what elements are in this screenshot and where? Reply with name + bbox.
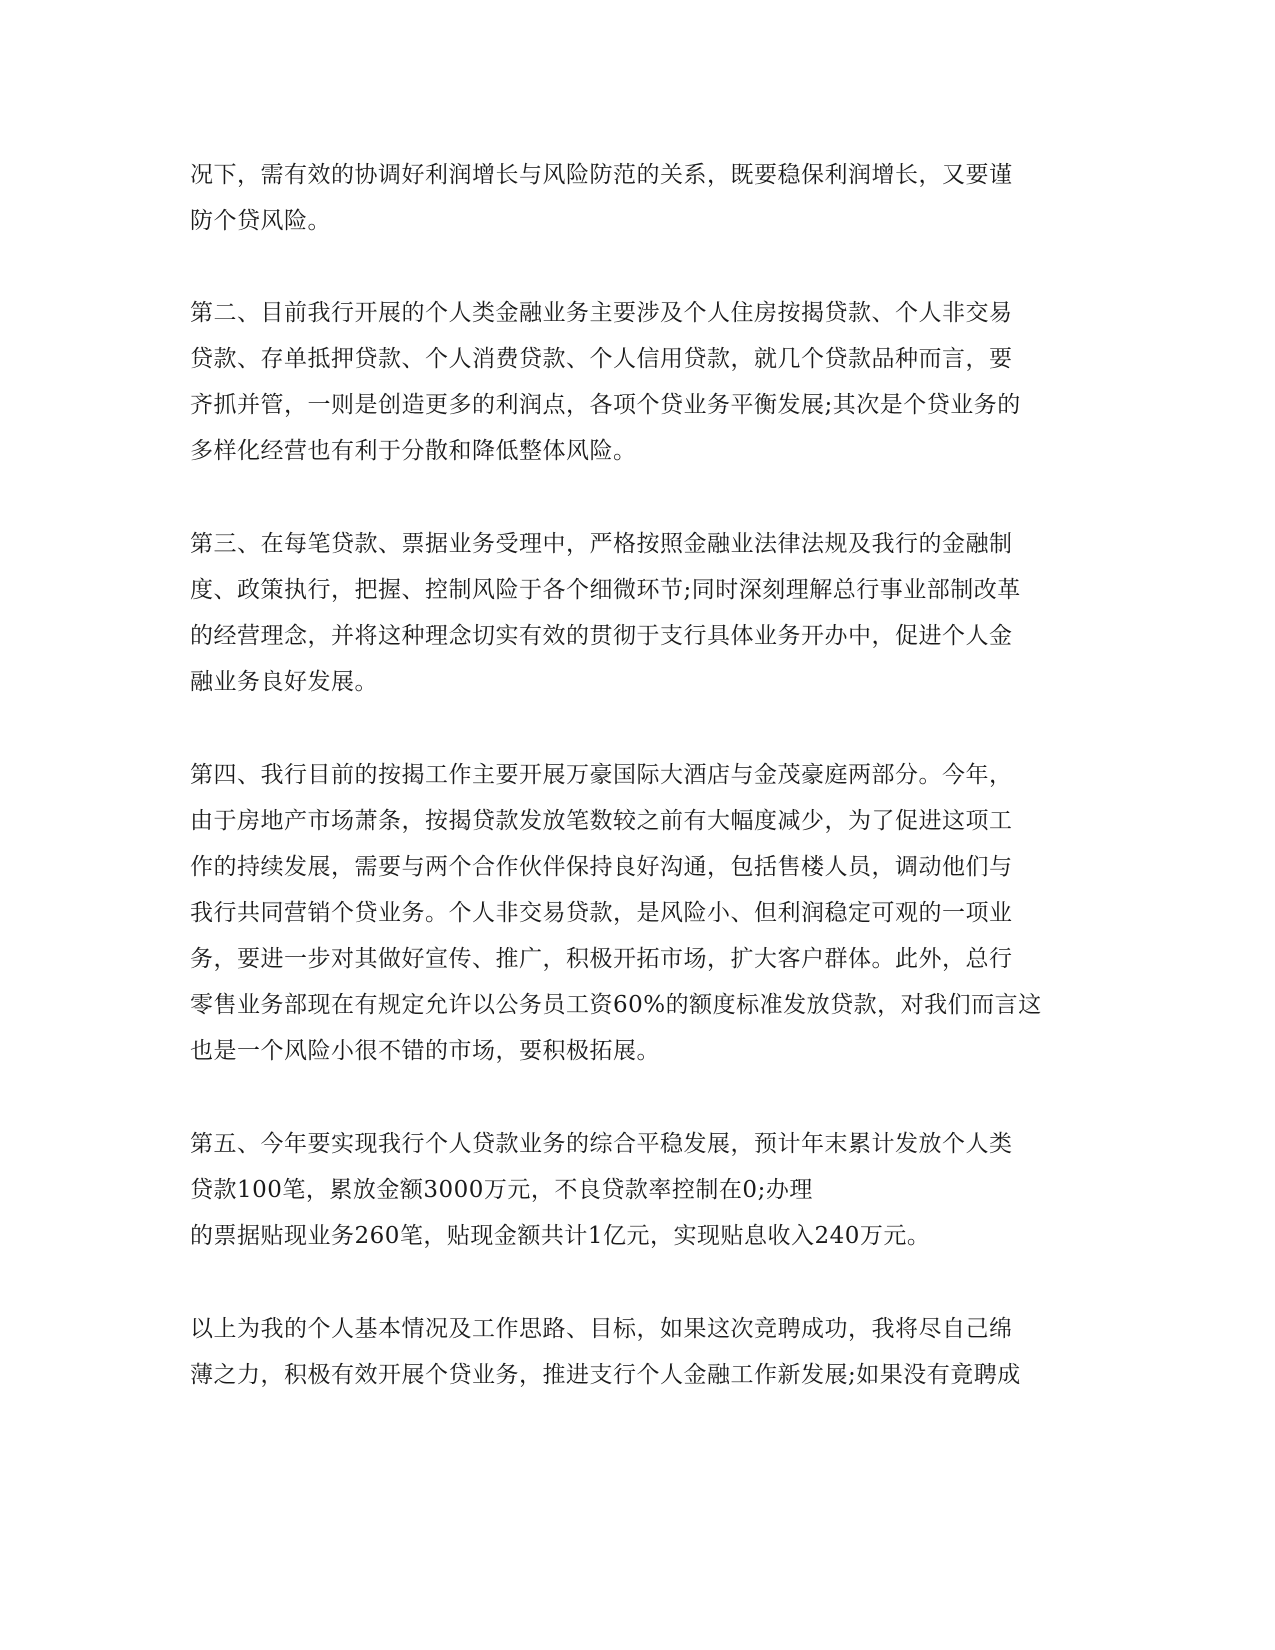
paragraph-6-line-2: 薄之力，积极有效开展个贷业务，推进支行个人金融工作新发展;如果没有竟聘成 <box>190 1362 1021 1388</box>
paragraph-2-line-3: 齐抓并管，一则是创造更多的利润点，各项个贷业务平衡发展;其次是个贷业务的 <box>190 392 1021 418</box>
paragraph-5-line-2: 贷款100笔，累放金额3000万元，不良贷款率控制在0;办理 <box>190 1177 813 1203</box>
paragraph-4-line-6: 零售业务部现在有规定允许以公务员工资60%的额度标准发放贷款，对我们而言这 <box>190 992 1042 1018</box>
paragraph-5-line-3: 的票据贴现业务260笔，贴现金额共计1亿元，实现贴息收入240万元。 <box>190 1223 931 1249</box>
paragraph-3-line-3: 的经营理念，并将这种理念切实有效的贯彻于支行具体业务开办中，促进个人金 <box>190 623 1013 649</box>
paragraph-4-line-3: 作的持续发展，需要与两个合作伙伴保持良好沟通，包括售楼人员，调动他们与 <box>190 854 1013 880</box>
paragraph-2-line-4: 多样化经营也有利于分散和降低整体风险。 <box>190 438 637 464</box>
paragraph-4-line-1: 第四、我行目前的按揭工作主要开展万豪国际大酒店与金茂豪庭两部分。今年， <box>190 762 1013 788</box>
paragraph-2-line-2: 贷款、存单抵押贷款、个人消费贷款、个人信用贷款，就几个贷款品种而言，要 <box>190 346 1013 372</box>
paragraph-1-line-2: 防个贷风险。 <box>190 208 331 234</box>
paragraph-3-line-1: 第三、在每笔贷款、票据业务受理中，严格按照金融业法律法规及我行的金融制 <box>190 531 1013 557</box>
paragraph-4-line-4: 我行共同营销个贷业务。个人非交易贷款，是风险小、但利润稳定可观的一项业 <box>190 900 1013 926</box>
paragraph-5-line-1: 第五、今年要实现我行个人贷款业务的综合平稳发展，预计年末累计发放个人类 <box>190 1131 1013 1157</box>
paragraph-4-line-7: 也是一个风险小很不错的市场，要积极拓展。 <box>190 1038 660 1064</box>
paragraph-2-line-1: 第二、目前我行开展的个人类金融业务主要涉及个人住房按揭贷款、个人非交易 <box>190 300 1013 326</box>
paragraph-3-line-4: 融业务良好发展。 <box>190 669 378 695</box>
paragraph-3-line-2: 度、政策执行，把握、控制风险于各个细微环节;同时深刻理解总行事业部制改革 <box>190 577 1021 603</box>
paragraph-4-line-5: 务，要进一步对其做好宣传、推广，积极开拓市场，扩大客户群体。此外，总行 <box>190 946 1013 972</box>
paragraph-4-line-2: 由于房地产市场萧条，按揭贷款发放笔数较之前有大幅度减少，为了促进这项工 <box>190 808 1013 834</box>
paragraph-1-line-1: 况下，需有效的协调好利润增长与风险防范的关系，既要稳保利润增长，又要谨 <box>190 162 1013 188</box>
paragraph-6-line-1: 以上为我的个人基本情况及工作思路、目标，如果这次竞聘成功，我将尽自己绵 <box>190 1316 1013 1342</box>
